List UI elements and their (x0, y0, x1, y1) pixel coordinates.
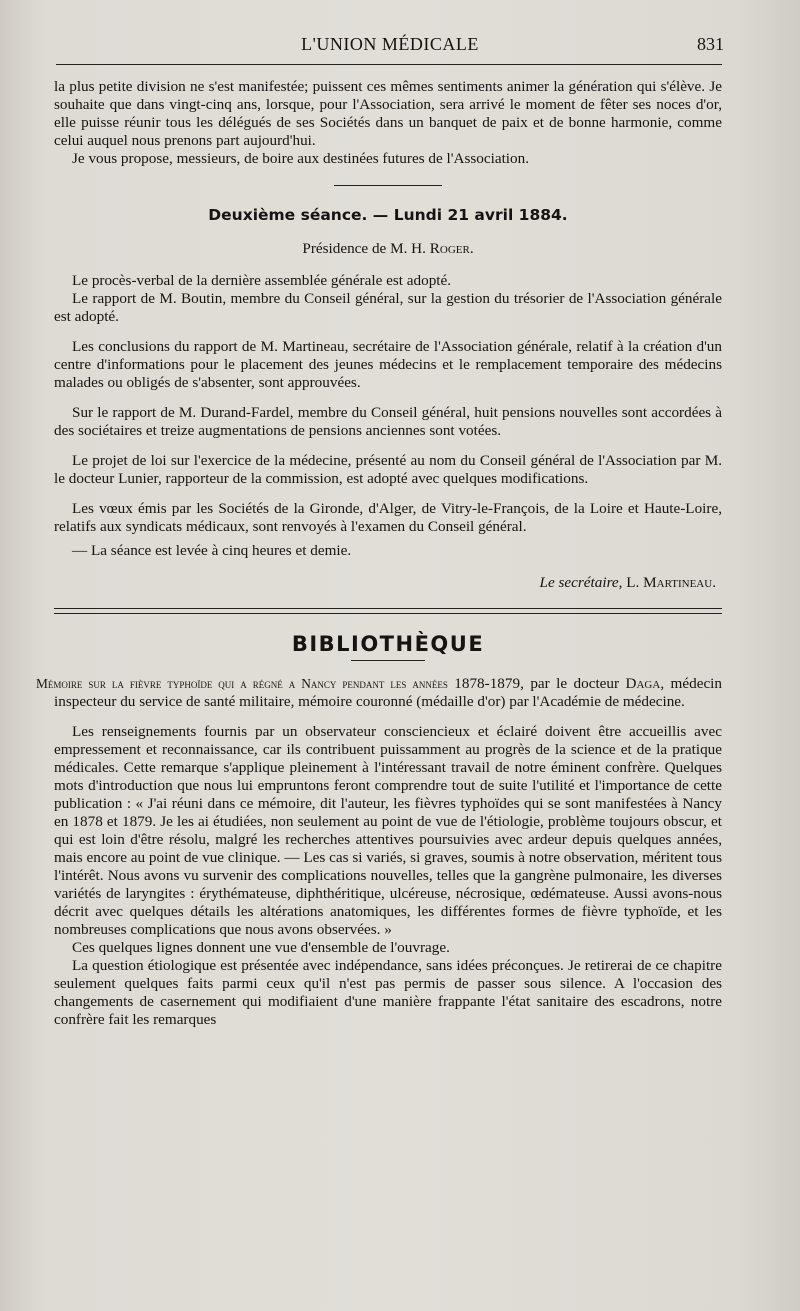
closing-paragraph: — La séance est levée à cinq heures et demie. (72, 542, 352, 559)
page-number: 831 (697, 34, 724, 54)
section-divider (334, 185, 442, 186)
wishes-paragraph: Les vœux émis par les Sociétés de la Gironde, d'Alger, de Vitry-le-François, de la Loire et Haute-Loire, relatifs aux syndicats médicaux, sont renvoyés à l'examen du Conseil général. (54, 500, 722, 535)
presidence-line (54, 240, 722, 258)
review-paragraph-1: Les renseignements fournis par un observateur consciencieux et éclairé doivent être accueillis avec empressement et reconnaissance, car ils contribuent puissamment au progrès de la science et de la pratique médicales. Cette remarque s'applique pleinement à l'intéressant travail de notre éminent confrère. Quelques mots d'introduction que nous lui empruntons feront comprendre tout de suite l'utilité et l'importance de cette publication : « J'ai réuni dans ce mémoire, dit l'auteur, les fièvres typhoïdes qui se sont manifestées à Nancy en 1878 et 1879. Je les ai étudiées, non seulement au point de vue de l'étiologie, problème toujours obscur, et qui est loin d'être résolu, malgré les recherches attentives poursuivies avec ardeur depuis quelques années, mais encore au point de vue clinique. — Les cas si variés, si graves, soumis à notre observation, méritent tous l'intérêt. Nous avons vu survenir des complications nouvelles, telles que la gangrène pulmonaire, les diverses variétés de laryngites : érythémateuse, diphthéritique, ulcéreuse, nécrosique, œdémateuse. Aussi avons-nous décrit avec quelques détails les altérations anatomiques, les différentes formes de fièvre typhoïde, et les nombreuses complications que nous avons observées. » (54, 723, 722, 938)
speech-conclusion-paragraph: la plus petite division ne s'est manifestée; puissent ces mêmes sentiments animer la génération qui s'élève. Je souhaite que dans vingt-cinq ans, lorsque, pour l'Association, sera arrivé le moment de fêter ses noces d'or, elle puisse réunir tous les délégués de ses Sociétés dans un banquet de paix et de bonne harmonie, comme celui auquel nous prenons part aujourd'hui. (54, 78, 722, 149)
memoire-rest-2: , médecin inspecteur du service de santé militaire, mémoire couronné (médaille d'or) par l'Académie de médecine. (54, 675, 722, 710)
presidence-prefix: Présidence de M. H. (302, 240, 430, 257)
law-project-paragraph: Le projet de loi sur l'exercice de la médecine, présenté au nom du Conseil général de l'Association par M. le docteur Lunier, rapporteur de la commission, est adopté avec quelques modifications. (54, 452, 722, 487)
presidence-suffix: . (469, 240, 474, 257)
pensions-paragraph: Sur le rapport de M. Durand-Fardel, membre du Conseil général, huit pensions nouvelles sont accordées à des sociétaires et treize augmentations de pensions anciennes sont votées. (54, 404, 722, 439)
signature (54, 574, 722, 592)
signature-role: Le secrétaire, (539, 574, 623, 591)
signature-end: . (712, 574, 716, 591)
review-paragraph-2: Ces quelques lignes donnent une vue d'ensemble de l'ouvrage. (72, 939, 450, 956)
memoire-citation (36, 675, 722, 711)
running-title: L'UNION MÉDICALE (301, 34, 479, 54)
signature-name: Martineau (643, 574, 713, 591)
signature-initial: L. (622, 574, 644, 591)
session-title: Deuxième séance. — Lundi 21 avril 1884. (208, 206, 568, 224)
page-header (56, 34, 724, 62)
memoire-rest-1: par le docteur (523, 675, 626, 692)
minutes-paragraph: Le procès-verbal de la dernière assemblée générale est adopté. (72, 272, 452, 289)
article-body (36, 78, 722, 1029)
presidence-name: Roger (429, 240, 470, 257)
memoire-years: 1878-1879, (447, 675, 524, 692)
memoire-author: Daga (625, 675, 661, 692)
toast-paragraph: Je vous propose, messieurs, de boire aux destinées futures de l'Association. (72, 150, 529, 167)
memoire-head: Mémoire sur la fièvre typhoïde qui a régné a Nancy pendant les années (36, 676, 448, 691)
header-rule (56, 64, 722, 65)
bibliotheque-title: BIBLIOTHÈQUE (291, 632, 485, 656)
section-double-rule (54, 608, 722, 614)
bibliotheque-rule (351, 660, 425, 661)
review-paragraph-3: La question étiologique est présentée avec indépendance, sans idées préconçues. Je retirerai de ce chapitre seulement quelques faits parmi ceux qu'il n'est pas permis de passer sous silence. A l'occasion des changements de casernement qui modifiaient d'une manière frappante l'état sanitaire des escadrons, notre confrère fait les remarques (54, 957, 722, 1028)
information-centre-paragraph: Les conclusions du rapport de M. Martineau, secrétaire de l'Association générale, relatif à la création d'un centre d'informations pour le placement des jeunes médecins et le remplacement temporaire des médecins malades ou obligés de s'absenter, sont approuvées. (54, 338, 722, 391)
treasurer-report-paragraph: Le rapport de M. Boutin, membre du Conseil général, sur la gestion du trésorier de l'Association générale est adopté. (54, 290, 722, 325)
